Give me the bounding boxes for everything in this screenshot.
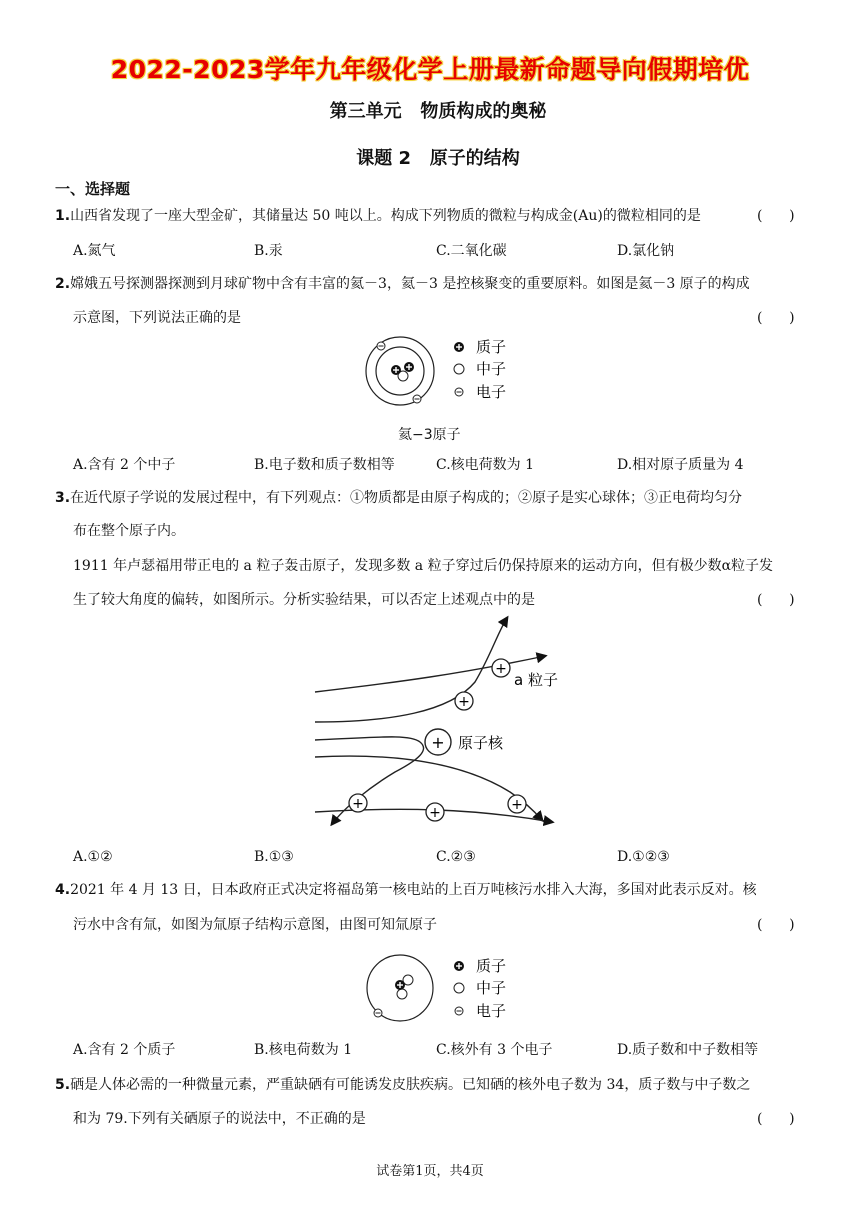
main-title: 2022-2023学年九年级化学上册最新命题导向假期培优 — [110, 55, 750, 84]
neutron-icon — [397, 989, 407, 999]
question-number: 1. — [55, 208, 71, 224]
alpha-particle — [455, 692, 473, 710]
svg-text:+: + — [352, 796, 364, 812]
tritium-atom-diagram — [360, 954, 520, 1024]
option-a: A.含有 2 个中子 — [73, 457, 176, 473]
figure-caption: 氦−3原子 — [398, 427, 461, 443]
answer-bracket: ( ) — [757, 1111, 795, 1127]
question-text-line4: 生了较大角度的偏转，如图所示。分析实验结果，可以否定上述观点中的是 — [73, 592, 535, 608]
question-4 — [55, 880, 757, 900]
option-b: B.电子数和质子数相等 — [254, 457, 395, 473]
answer-bracket: ( ) — [757, 592, 795, 608]
page-footer: 试卷第1页，共4页 — [376, 1164, 484, 1179]
option-c: C.②③ — [436, 849, 476, 865]
rutherford-scattering-diagram — [310, 612, 570, 834]
question-text-line1: 嫦娥五号探测器探测到月球矿物中含有丰富的氦－3，氦－3 是控核聚变的重要原料。如图是氦－3 原子的构成 — [70, 276, 750, 292]
option-c: C.核电荷数为 1 — [436, 457, 535, 473]
alpha-particle — [492, 659, 510, 677]
option-b: B.核电荷数为 1 — [254, 1042, 353, 1058]
legend-neutron-label: 中子 — [476, 360, 507, 378]
question-text-line2: 和为 79.下列有关硒原子的说法中，不正确的是 — [73, 1111, 366, 1127]
question-text-line1: 2021 年 4 月 13 日，日本政府正式决定将福岛第一核电站的上百万吨核污水排入大海，多国对此表示反对。核 — [70, 882, 757, 898]
question-number: 4. — [55, 882, 71, 898]
option-b: B.①③ — [254, 849, 294, 865]
answer-bracket: ( ) — [757, 208, 795, 224]
atomic-nucleus — [425, 729, 451, 755]
option-d: D.质子数和中子数相等 — [617, 1042, 759, 1058]
question-2 — [55, 274, 750, 294]
question-text-line2: 布在整个原子内。 — [73, 523, 185, 539]
legend-neutron-icon — [454, 364, 464, 374]
question-1 — [55, 206, 701, 226]
svg-text:+: + — [429, 805, 441, 821]
svg-text:+: + — [458, 694, 470, 710]
question-5 — [55, 1075, 750, 1095]
option-a: A.①② — [73, 849, 113, 865]
option-a: A.氮气 — [73, 243, 116, 259]
option-d: D.①②③ — [617, 849, 670, 865]
alpha-particle — [349, 794, 367, 812]
alpha-particle — [508, 795, 526, 813]
answer-bracket: ( ) — [757, 310, 795, 326]
alpha-particle — [426, 803, 444, 821]
nucleus-label: 原子核 — [458, 734, 504, 752]
legend-electron-label: 电子 — [476, 383, 507, 401]
option-c: C.二氧化碳 — [436, 243, 507, 259]
option-d: D.相对原子质量为 4 — [617, 457, 744, 473]
question-3 — [55, 488, 742, 508]
question-text-line3: 1911 年卢瑟福用带正电的 a 粒子轰击原子，发现多数 a 粒子穿过后仍保持原来的运动方向，但有极少数α粒子发 — [73, 558, 774, 574]
svg-text:+: + — [431, 733, 445, 752]
unit-title: 第三单元 物质构成的奥秘 — [329, 101, 547, 122]
lesson-title: 课题 2 原子的结构 — [356, 148, 520, 169]
option-b: B.汞 — [254, 243, 283, 259]
question-text-line2: 污水中含有氚，如图为氚原子结构示意图，由图可知氚原子 — [73, 917, 437, 933]
question-text: 山西省发现了一座大型金矿，其储量达 50 吨以上。构成下列物质的微粒与构成金(Au)的微粒相同的是 — [70, 208, 701, 224]
helium3-atom-diagram — [360, 336, 520, 408]
question-text-line1: 硒是人体必需的一种微量元素，严重缺硒有可能诱发皮肤疾病。已知硒的核外电子数为 34，质子数与中子数之 — [70, 1077, 751, 1093]
question-number: 2. — [55, 276, 71, 292]
legend-neutron-icon — [454, 983, 464, 993]
option-d: D.氯化钠 — [617, 243, 675, 259]
alpha-particle-label: a 粒子 — [514, 671, 558, 689]
question-number: 5. — [55, 1077, 71, 1093]
svg-text:+: + — [511, 797, 523, 813]
question-text-line2: 示意图，下列说法正确的是 — [73, 310, 241, 326]
legend-proton-label: 质子 — [476, 957, 507, 975]
section-title: 一、选择题 — [55, 180, 131, 198]
alpha-path-straight-top — [315, 656, 545, 692]
option-a: A.含有 2 个质子 — [73, 1042, 176, 1058]
question-text-line1: 在近代原子学说的发展过程中，有下列观点：①物质都是由原子构成的；②原子是实心球体；③正电荷均匀分 — [70, 490, 743, 506]
legend-proton-label: 质子 — [476, 338, 507, 356]
question-number: 3. — [55, 490, 71, 506]
option-c: C.核外有 3 个电子 — [436, 1042, 553, 1058]
alpha-path-deflected-up — [315, 618, 507, 722]
legend-neutron-label: 中子 — [476, 979, 507, 997]
legend-electron-label: 电子 — [476, 1002, 507, 1020]
answer-bracket: ( ) — [757, 917, 795, 933]
svg-text:+: + — [495, 661, 507, 677]
